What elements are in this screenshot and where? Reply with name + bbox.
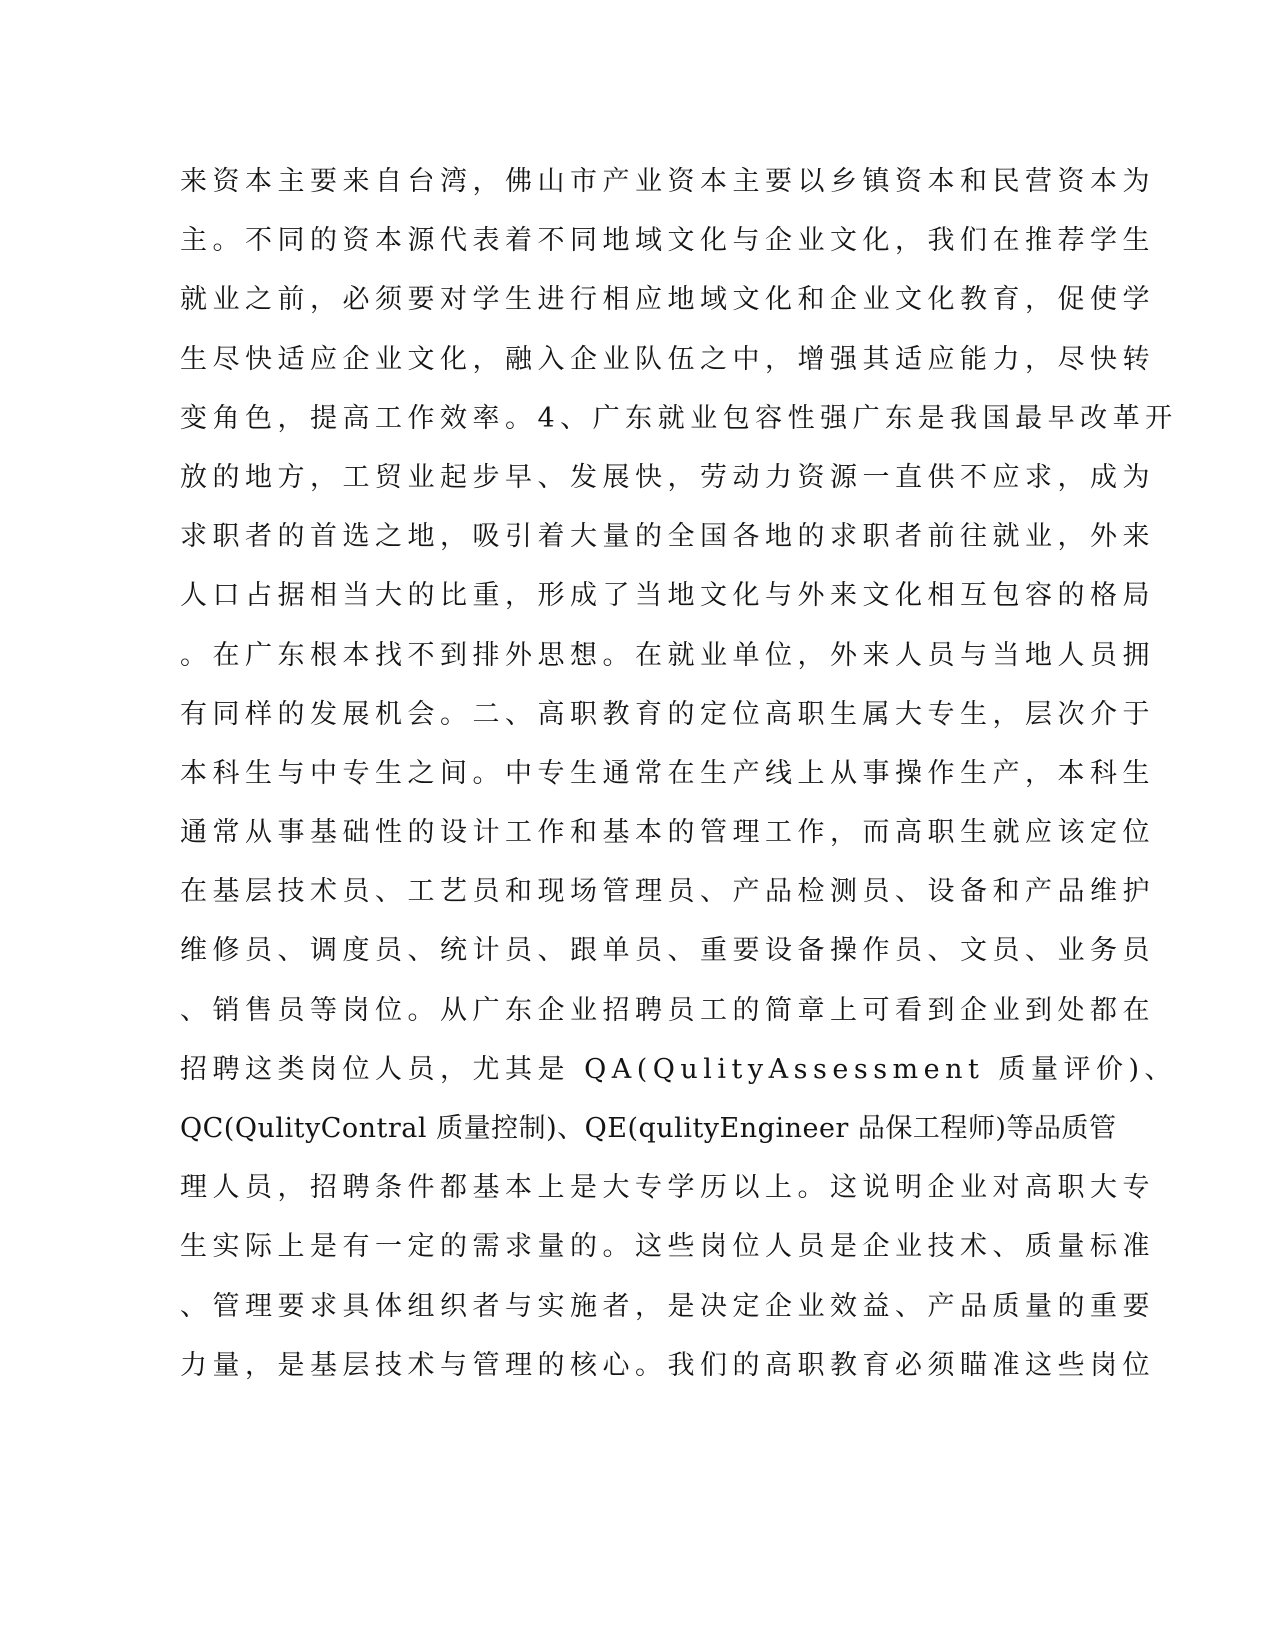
- text-line: 招聘这类岗位人员，尤其是 QA(QulityAssessment 质量评价)、: [180, 1053, 1177, 1085]
- text-line: 生尽快适应企业文化，融入企业队伍之中，增强其适应能力，尽快转: [180, 343, 1155, 375]
- text-line: 、管理要求具体组织者与实施者，是决定企业效益、产品质量的重要: [180, 1290, 1155, 1322]
- text-line: 有同样的发展机会。二、高职教育的定位高职生属大专生，层次介于: [180, 698, 1155, 730]
- text-line: 主。不同的资本源代表着不同地域文化与企业文化，我们在推荐学生: [180, 225, 1155, 257]
- text-line: 来资本主要来自台湾，佛山市产业资本主要以乡镇资本和民营资本为: [180, 166, 1155, 197]
- text-line: 求职者的首选之地，吸引着大量的全国各地的求职者前往就业，外来: [180, 521, 1155, 553]
- text-line: 通常从事基础性的设计工作和基本的管理工作，而高职生就应该定位: [180, 817, 1155, 849]
- text-line: 人口占据相当大的比重，形成了当地文化与外来文化相互包容的格局: [180, 580, 1155, 612]
- text-line: 力量，是基层技术与管理的核心。我们的高职教育必须瞄准这些岗位: [180, 1349, 1155, 1381]
- text-line: 本科生与中专生之间。中专生通常在生产线上从事操作生产，本科生: [180, 757, 1155, 789]
- text-line: 在基层技术员、工艺员和现场管理员、产品检测员、设备和产品维护: [180, 876, 1155, 908]
- text-line: 、销售员等岗位。从广东企业招聘员工的简章上可看到企业到处都在: [180, 994, 1155, 1026]
- text-line: 。在广东根本找不到排外思想。在就业单位，外来人员与当地人员拥: [180, 639, 1155, 671]
- text-line: 生实际上是有一定的需求量的。这些岗位人员是企业技术、质量标准: [180, 1231, 1155, 1263]
- text-line: 维修员、调度员、统计员、跟单员、重要设备操作员、文员、业务员: [180, 935, 1155, 967]
- text-line: 理人员，招聘条件都基本上是大专学历以上。这说明企业对高职大专: [180, 1172, 1155, 1204]
- text-line: 就业之前，必须要对学生进行相应地域文化和企业文化教育，促使学: [180, 284, 1155, 316]
- text-line: 变角色，提高工作效率。4、广东就业包容性强广东是我国最早改革开: [180, 402, 1178, 434]
- text-line: 放的地方，工贸业起步早、发展快，劳动力资源一直供不应求，成为: [180, 461, 1155, 493]
- body-text: [180, 160, 1178, 1403]
- text-line: QC(QulityContral 质量控制)、QE(qulityEngineer 品保工程师)等品质管: [180, 1113, 1117, 1144]
